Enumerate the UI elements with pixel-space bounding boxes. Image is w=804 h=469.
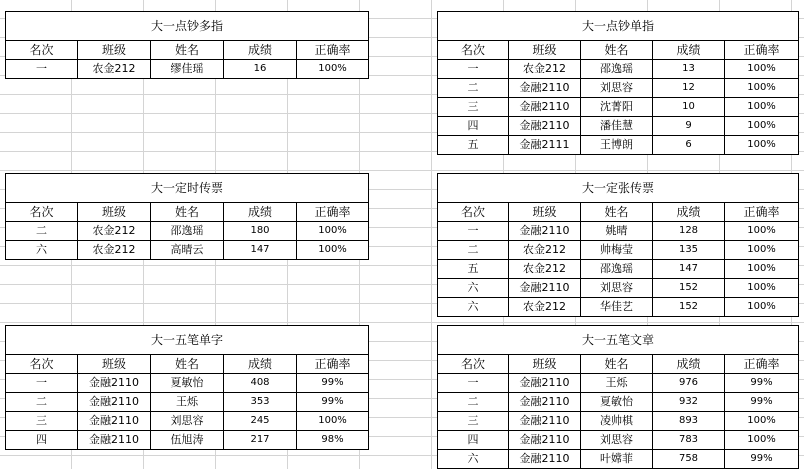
table-row bbox=[6, 241, 369, 260]
name-cell[interactable]: 夏敏怡 bbox=[581, 393, 653, 412]
table-row bbox=[438, 260, 799, 279]
rank-cell[interactable]: 一 bbox=[438, 222, 509, 241]
table-row bbox=[438, 431, 799, 450]
accuracy-header[interactable]: 正确率 bbox=[297, 41, 369, 60]
name-header[interactable]: 姓名 bbox=[581, 355, 653, 374]
table-title[interactable]: 大一五笔文章 bbox=[438, 326, 799, 355]
rank-cell[interactable]: 六 bbox=[438, 450, 509, 469]
rank-cell[interactable]: 五 bbox=[438, 260, 509, 279]
name-cell[interactable]: 沈菁阳 bbox=[581, 98, 653, 117]
rank-cell[interactable]: 六 bbox=[438, 279, 509, 298]
score-cell[interactable]: 783 bbox=[653, 431, 725, 450]
name-cell[interactable]: 刘思容 bbox=[581, 431, 653, 450]
table-title-row bbox=[6, 326, 369, 355]
rank-header[interactable]: 名次 bbox=[6, 41, 78, 60]
score-cell[interactable]: 13 bbox=[653, 60, 725, 79]
score-header[interactable]: 成绩 bbox=[224, 203, 297, 222]
name-cell[interactable]: 夏敏怡 bbox=[151, 374, 224, 393]
table-row bbox=[6, 222, 369, 241]
table-row bbox=[438, 60, 799, 79]
name-cell[interactable]: 王博朗 bbox=[581, 136, 653, 155]
name-cell[interactable]: 缪佳瑶 bbox=[151, 60, 224, 79]
name-cell[interactable]: 潘佳慧 bbox=[581, 117, 653, 136]
class-cell[interactable]: 金融2111 bbox=[509, 136, 581, 155]
accuracy-header[interactable]: 正确率 bbox=[725, 41, 799, 60]
table-header-row bbox=[6, 203, 369, 222]
class-cell[interactable]: 农金212 bbox=[509, 260, 581, 279]
class-cell[interactable]: 金融2110 bbox=[509, 431, 581, 450]
rank-cell[interactable]: 一 bbox=[438, 374, 509, 393]
class-cell[interactable]: 农金212 bbox=[509, 60, 581, 79]
table-header-row bbox=[438, 203, 799, 222]
accuracy-cell[interactable]: 100% bbox=[725, 222, 799, 241]
score-cell[interactable]: 152 bbox=[653, 279, 725, 298]
rank-cell[interactable]: 二 bbox=[6, 393, 78, 412]
ranking-table bbox=[5, 173, 369, 260]
class-header[interactable]: 班级 bbox=[78, 355, 151, 374]
accuracy-cell[interactable]: 100% bbox=[725, 431, 799, 450]
accuracy-cell[interactable]: 100% bbox=[725, 98, 799, 117]
accuracy-cell[interactable]: 100% bbox=[725, 136, 799, 155]
accuracy-cell[interactable]: 100% bbox=[725, 260, 799, 279]
rank-header[interactable]: 名次 bbox=[6, 203, 78, 222]
class-cell[interactable]: 金融2110 bbox=[78, 374, 151, 393]
table-row bbox=[6, 374, 369, 393]
rank-cell[interactable]: 三 bbox=[438, 98, 509, 117]
class-cell[interactable]: 金融2110 bbox=[509, 412, 581, 431]
table-title[interactable]: 大一点钞多指 bbox=[6, 12, 369, 41]
accuracy-cell[interactable]: 100% bbox=[725, 298, 799, 317]
score-cell[interactable]: 152 bbox=[653, 298, 725, 317]
accuracy-cell[interactable]: 99% bbox=[297, 393, 369, 412]
rank-cell[interactable]: 二 bbox=[438, 79, 509, 98]
score-cell[interactable]: 12 bbox=[653, 79, 725, 98]
score-cell[interactable]: 147 bbox=[653, 260, 725, 279]
table-row bbox=[6, 393, 369, 412]
score-cell[interactable]: 245 bbox=[224, 412, 297, 431]
name-cell[interactable]: 姚晴 bbox=[581, 222, 653, 241]
rank-cell[interactable]: 三 bbox=[6, 412, 78, 431]
rank-cell[interactable]: 四 bbox=[6, 431, 78, 450]
accuracy-cell[interactable]: 98% bbox=[297, 431, 369, 450]
class-cell[interactable]: 农金212 bbox=[78, 241, 151, 260]
name-cell[interactable]: 帅梅莹 bbox=[581, 241, 653, 260]
score-cell[interactable]: 976 bbox=[653, 374, 725, 393]
ranking-table bbox=[437, 173, 799, 317]
accuracy-cell[interactable]: 100% bbox=[725, 412, 799, 431]
name-cell[interactable]: 叶嫦菲 bbox=[581, 450, 653, 469]
table-title-row bbox=[6, 174, 369, 203]
table-header-row bbox=[438, 355, 799, 374]
accuracy-cell[interactable]: 100% bbox=[725, 279, 799, 298]
table-row bbox=[438, 412, 799, 431]
ranking-table bbox=[5, 11, 369, 79]
score-cell[interactable]: 128 bbox=[653, 222, 725, 241]
table-row bbox=[6, 412, 369, 431]
name-cell[interactable]: 凌帅棋 bbox=[581, 412, 653, 431]
rank-header[interactable]: 名次 bbox=[438, 41, 509, 60]
table-row bbox=[438, 136, 799, 155]
table-title[interactable]: 大一定张传票 bbox=[438, 174, 799, 203]
table-row bbox=[438, 374, 799, 393]
table-row bbox=[438, 117, 799, 136]
accuracy-cell[interactable]: 99% bbox=[725, 393, 799, 412]
table-header-row bbox=[6, 355, 369, 374]
class-cell[interactable]: 农金212 bbox=[509, 241, 581, 260]
name-header[interactable]: 姓名 bbox=[581, 41, 653, 60]
name-cell[interactable]: 刘思容 bbox=[581, 79, 653, 98]
class-cell[interactable]: 金融2110 bbox=[509, 117, 581, 136]
name-cell[interactable]: 刘思容 bbox=[581, 279, 653, 298]
table-row bbox=[438, 298, 799, 317]
name-cell[interactable]: 高晴云 bbox=[151, 241, 224, 260]
class-cell[interactable]: 金融2110 bbox=[509, 393, 581, 412]
class-cell[interactable]: 金融2110 bbox=[78, 431, 151, 450]
table-header-row bbox=[6, 41, 369, 60]
rank-cell[interactable]: 一 bbox=[6, 374, 78, 393]
name-cell[interactable]: 邵逸瑶 bbox=[581, 260, 653, 279]
rank-cell[interactable]: 四 bbox=[438, 117, 509, 136]
table-row bbox=[438, 279, 799, 298]
score-cell[interactable]: 758 bbox=[653, 450, 725, 469]
score-cell[interactable]: 180 bbox=[224, 222, 297, 241]
table-title[interactable]: 大一点钞单指 bbox=[438, 12, 799, 41]
class-cell[interactable]: 金融2110 bbox=[509, 279, 581, 298]
class-header[interactable]: 班级 bbox=[509, 203, 581, 222]
class-cell[interactable]: 金融2110 bbox=[509, 374, 581, 393]
class-header[interactable]: 班级 bbox=[78, 41, 151, 60]
table-title-row bbox=[438, 12, 799, 41]
class-cell[interactable]: 农金212 bbox=[78, 222, 151, 241]
table-row bbox=[438, 450, 799, 469]
table-title[interactable]: 大一五笔单字 bbox=[6, 326, 369, 355]
accuracy-cell[interactable]: 100% bbox=[297, 222, 369, 241]
rank-cell[interactable]: 六 bbox=[438, 298, 509, 317]
name-header[interactable]: 姓名 bbox=[581, 203, 653, 222]
class-cell[interactable]: 金融2110 bbox=[78, 393, 151, 412]
accuracy-header[interactable]: 正确率 bbox=[297, 355, 369, 374]
class-cell[interactable]: 金融2110 bbox=[509, 222, 581, 241]
name-header[interactable]: 姓名 bbox=[151, 41, 224, 60]
accuracy-cell[interactable]: 100% bbox=[297, 60, 369, 79]
class-cell[interactable]: 金融2110 bbox=[509, 450, 581, 469]
accuracy-cell[interactable]: 100% bbox=[725, 117, 799, 136]
table-title[interactable]: 大一定时传票 bbox=[6, 174, 369, 203]
table-title-row bbox=[438, 326, 799, 355]
class-header[interactable]: 班级 bbox=[509, 355, 581, 374]
class-header[interactable]: 班级 bbox=[78, 203, 151, 222]
accuracy-cell[interactable]: 99% bbox=[725, 374, 799, 393]
accuracy-cell[interactable]: 99% bbox=[725, 450, 799, 469]
score-cell[interactable]: 147 bbox=[224, 241, 297, 260]
accuracy-cell[interactable]: 100% bbox=[297, 241, 369, 260]
rank-cell[interactable]: 六 bbox=[6, 241, 78, 260]
rank-cell[interactable]: 二 bbox=[438, 393, 509, 412]
table-row bbox=[438, 98, 799, 117]
rank-header[interactable]: 名次 bbox=[438, 203, 509, 222]
name-cell[interactable]: 邵逸瑶 bbox=[581, 60, 653, 79]
class-cell[interactable]: 农金212 bbox=[509, 298, 581, 317]
accuracy-cell[interactable]: 99% bbox=[297, 374, 369, 393]
accuracy-cell[interactable]: 100% bbox=[725, 79, 799, 98]
accuracy-header[interactable]: 正确率 bbox=[725, 355, 799, 374]
score-cell[interactable]: 408 bbox=[224, 374, 297, 393]
rank-header[interactable]: 名次 bbox=[438, 355, 509, 374]
name-cell[interactable]: 华佳艺 bbox=[581, 298, 653, 317]
name-cell[interactable]: 邵逸瑶 bbox=[151, 222, 224, 241]
table-row bbox=[438, 222, 799, 241]
table-row bbox=[438, 241, 799, 260]
accuracy-cell[interactable]: 100% bbox=[725, 60, 799, 79]
score-cell[interactable]: 6 bbox=[653, 136, 725, 155]
score-header[interactable]: 成绩 bbox=[224, 355, 297, 374]
accuracy-cell[interactable]: 100% bbox=[297, 412, 369, 431]
score-cell[interactable]: 9 bbox=[653, 117, 725, 136]
table-row bbox=[6, 431, 369, 450]
table-header-row bbox=[438, 41, 799, 60]
rank-cell[interactable]: 二 bbox=[438, 241, 509, 260]
accuracy-header[interactable]: 正确率 bbox=[725, 203, 799, 222]
class-cell[interactable]: 金融2110 bbox=[509, 98, 581, 117]
name-cell[interactable]: 刘思容 bbox=[151, 412, 224, 431]
ranking-table bbox=[437, 325, 799, 469]
rank-cell[interactable]: 二 bbox=[6, 222, 78, 241]
score-cell[interactable]: 217 bbox=[224, 431, 297, 450]
rank-cell[interactable]: 三 bbox=[438, 412, 509, 431]
rank-cell[interactable]: 四 bbox=[438, 431, 509, 450]
score-cell[interactable]: 10 bbox=[653, 98, 725, 117]
score-cell[interactable]: 932 bbox=[653, 393, 725, 412]
ranking-table bbox=[437, 11, 799, 155]
table-row bbox=[438, 79, 799, 98]
name-header[interactable]: 姓名 bbox=[151, 203, 224, 222]
class-header[interactable]: 班级 bbox=[509, 41, 581, 60]
name-cell[interactable]: 王烁 bbox=[581, 374, 653, 393]
score-header[interactable]: 成绩 bbox=[653, 355, 725, 374]
name-header[interactable]: 姓名 bbox=[151, 355, 224, 374]
rank-cell[interactable]: 一 bbox=[438, 60, 509, 79]
score-header[interactable]: 成绩 bbox=[653, 41, 725, 60]
rank-cell[interactable]: 五 bbox=[438, 136, 509, 155]
score-header[interactable]: 成绩 bbox=[653, 203, 725, 222]
rank-header[interactable]: 名次 bbox=[6, 355, 78, 374]
table-title-row bbox=[438, 174, 799, 203]
class-cell[interactable]: 农金212 bbox=[78, 60, 151, 79]
ranking-table bbox=[5, 325, 369, 450]
table-row bbox=[6, 60, 369, 79]
name-cell[interactable]: 王烁 bbox=[151, 393, 224, 412]
class-cell[interactable]: 金融2110 bbox=[509, 79, 581, 98]
score-cell[interactable]: 135 bbox=[653, 241, 725, 260]
score-cell[interactable]: 16 bbox=[224, 60, 297, 79]
class-cell[interactable]: 金融2110 bbox=[78, 412, 151, 431]
table-row bbox=[438, 393, 799, 412]
accuracy-cell[interactable]: 100% bbox=[725, 241, 799, 260]
name-cell[interactable]: 伍旭涛 bbox=[151, 431, 224, 450]
table-title-row bbox=[6, 12, 369, 41]
score-cell[interactable]: 353 bbox=[224, 393, 297, 412]
rank-cell[interactable]: 一 bbox=[6, 60, 78, 79]
accuracy-header[interactable]: 正确率 bbox=[297, 203, 369, 222]
score-cell[interactable]: 893 bbox=[653, 412, 725, 431]
score-header[interactable]: 成绩 bbox=[224, 41, 297, 60]
